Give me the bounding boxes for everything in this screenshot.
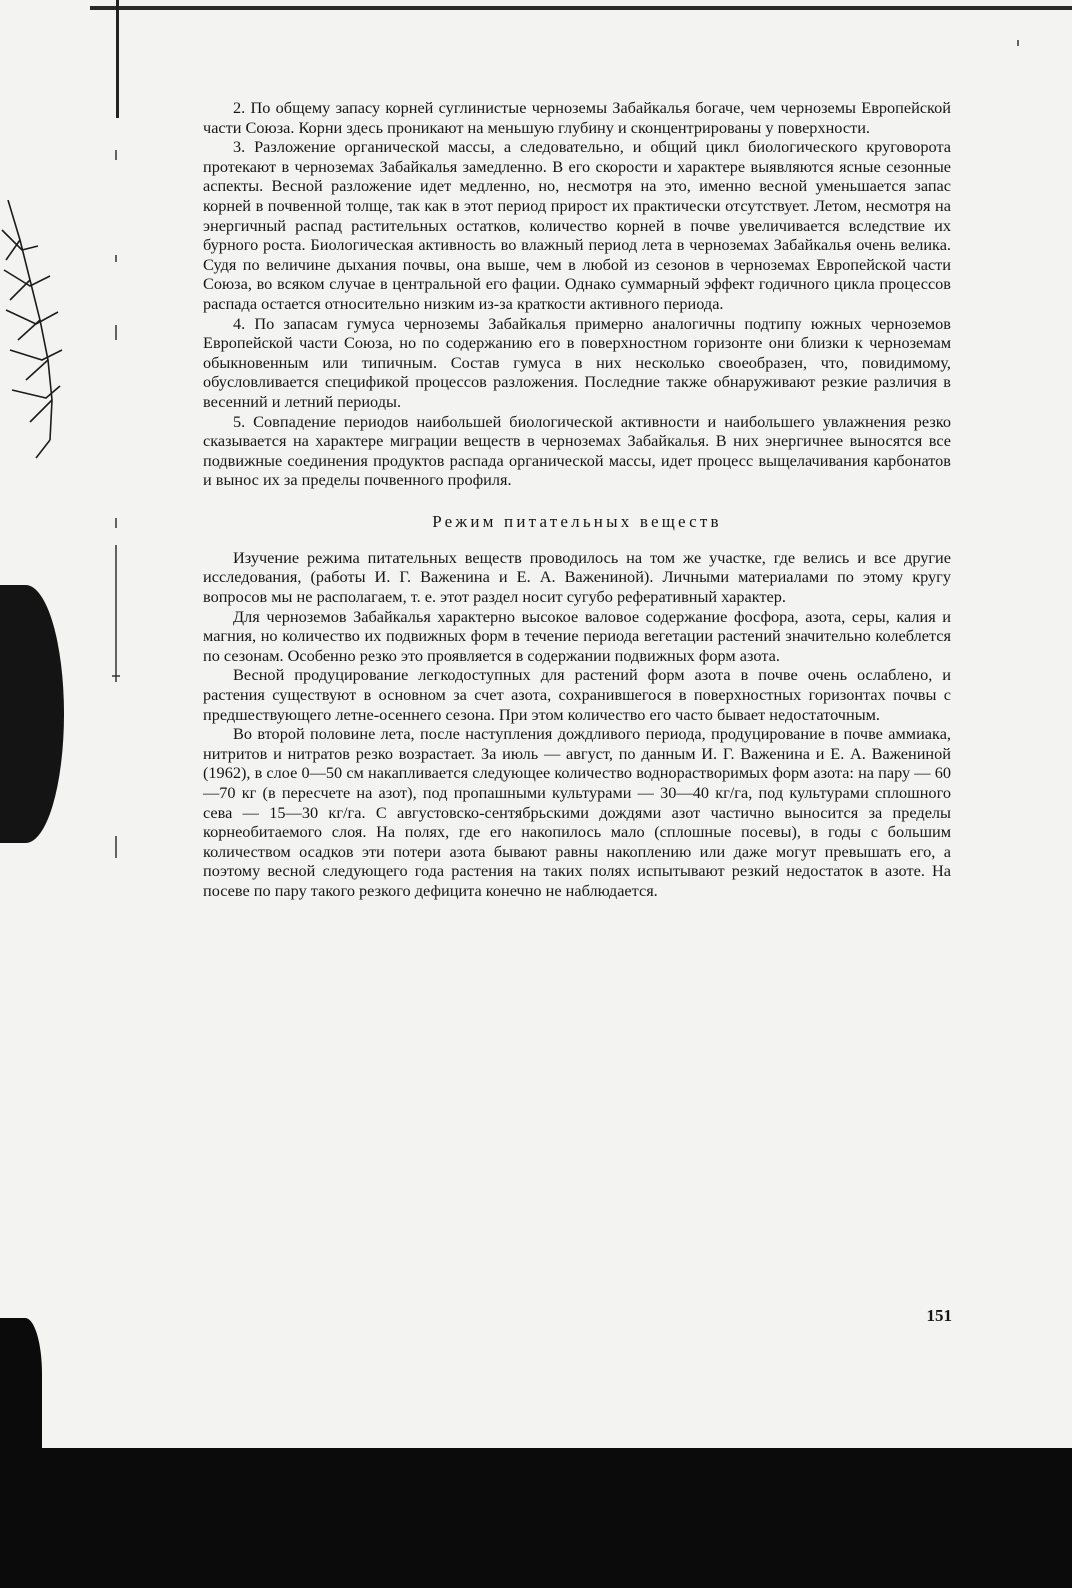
paragraph-6: Для черноземов Забайкалья характерно высокое валовое содержание фосфора, азота, серы, калия и магния, но количество их подвижных форм в течение периода вегетации растений значительно колеблется по сезонам. Особенно резко это проявляется в содержании подвижных форм азота. [203, 606, 951, 665]
paragraph-8: Во второй половине лета, после наступления дождливого периода, продуцирование в почве аммиака, нитритов и нитратов резко возрастает. За июль — август, по данным И. Г. Важенина и Е. А. Важениной (1962), в слое 0—50 см накапливается следующее количество воднорастворимых форм азота: на пару — 60—70 кг (в пересчете на азот), под пропашными культурами — 30—40 кг/га, под культурами сплошного сева — 15—30 кг/га. С августовско-сентябрьскими дождями азот частично выносится за пределы корнеобитаемого слоя. На полях, где его накопилось мало (сплошные посевы), в годы с большим количеством осадков эти потери азота бывают равны накоплению или даже могут превышать его, а поэтому весной следующего года растения на таких полях испытывают резкий недостаток в азоте. На посеве по пару такого резкого дефицита конечно не наблюдается. [203, 724, 951, 900]
plant-shadow-image [0, 200, 70, 460]
page-number: 151 [926, 1306, 952, 1325]
paragraph-2: 3. Разложение органической массы, а следовательно, и общий цикл биологического круговорота протекают в черноземах Забайкалья замедленно. В его скорости и характере выявляются ясные сезонные аспекты. Весной разложение идет медленно, но, несмотря на это, именно весной уменьшается запас корней в почвенной толще, так как в этот период прирост их практически отсутствует. Летом, несмотря на энергичный распад растительных остатков, количество корней в почве увеличивается вследствие их бурного роста. Биологическая активность во влажный период лета в черноземах Забайкалья очень велика. Судя по величине дыхания почвы, она выше, чем в любой из сезонов в черноземах Европейской части Союза, во всяком случае в центральной его фации. Однако суммарный эффект годичного цикла процессов распада остается относительно низким из-за краткости активного периода. [203, 137, 951, 313]
paragraph-3: 4. По запасам гумуса черноземы Забайкалья примерно аналогичны подтипу южных черноземов Европейской части Союза, но по содержанию его в поверхностном горизонте они близки к черноземам обыкновенным или типичным. Состав гумуса в них несколько своеобразен, что, повидимому, обусловливается спецификой процессов разложения. Последние также обнаруживают резкие различия в весенний и летний периоды. [203, 313, 951, 411]
scan-bottom-black-band [0, 1448, 1072, 1588]
scan-left-dark-area [0, 585, 64, 843]
scan-top-rule [90, 6, 1072, 10]
paragraph-5: Изучение режима питательных веществ проводилось на том же участке, где велись и все другие исследования, (работы И. Г. Важенина и Е. А. Важениной). Личными материалами по этому кругу вопросов мы не располагаем, т. е. этот раздел носит сугубо реферативный характер. [203, 547, 951, 607]
section-heading: Режим питательных веществ [432, 511, 722, 531]
scan-left-bar [116, 0, 119, 118]
paragraph-7: Весной продуцирование легкодоступных для растений форм азота в почве очень ослаблено, и растения существуют в основном за счет азота, сохранившегося в поверхностных горизонтах почвы с предшествующего летне-осеннего сезона. При этом количество его часто бывает недостаточным. [203, 665, 951, 724]
scan-bottom-left-dark-area [0, 1318, 42, 1458]
paragraph-4: 5. Совпадение периодов наибольшей биологической активности и наибольшего увлажнения резко сказывается на характере миграции веществ в черноземах Забайкалья. В них энергичнее выносятся все подвижные соединения продуктов распада органической массы, идет процесс выщелачивания карбонатов и вынос их за пределы почвенного профиля. [203, 411, 951, 490]
paragraph-1: 2. По общему запасу корней суглинистые черноземы Забайкалья богаче, чем черноземы Европейской части Союза. Корни здесь проникают на меньшую глубину и сконцентрированы у поверхности. [203, 98, 951, 137]
text-column [203, 98, 951, 901]
